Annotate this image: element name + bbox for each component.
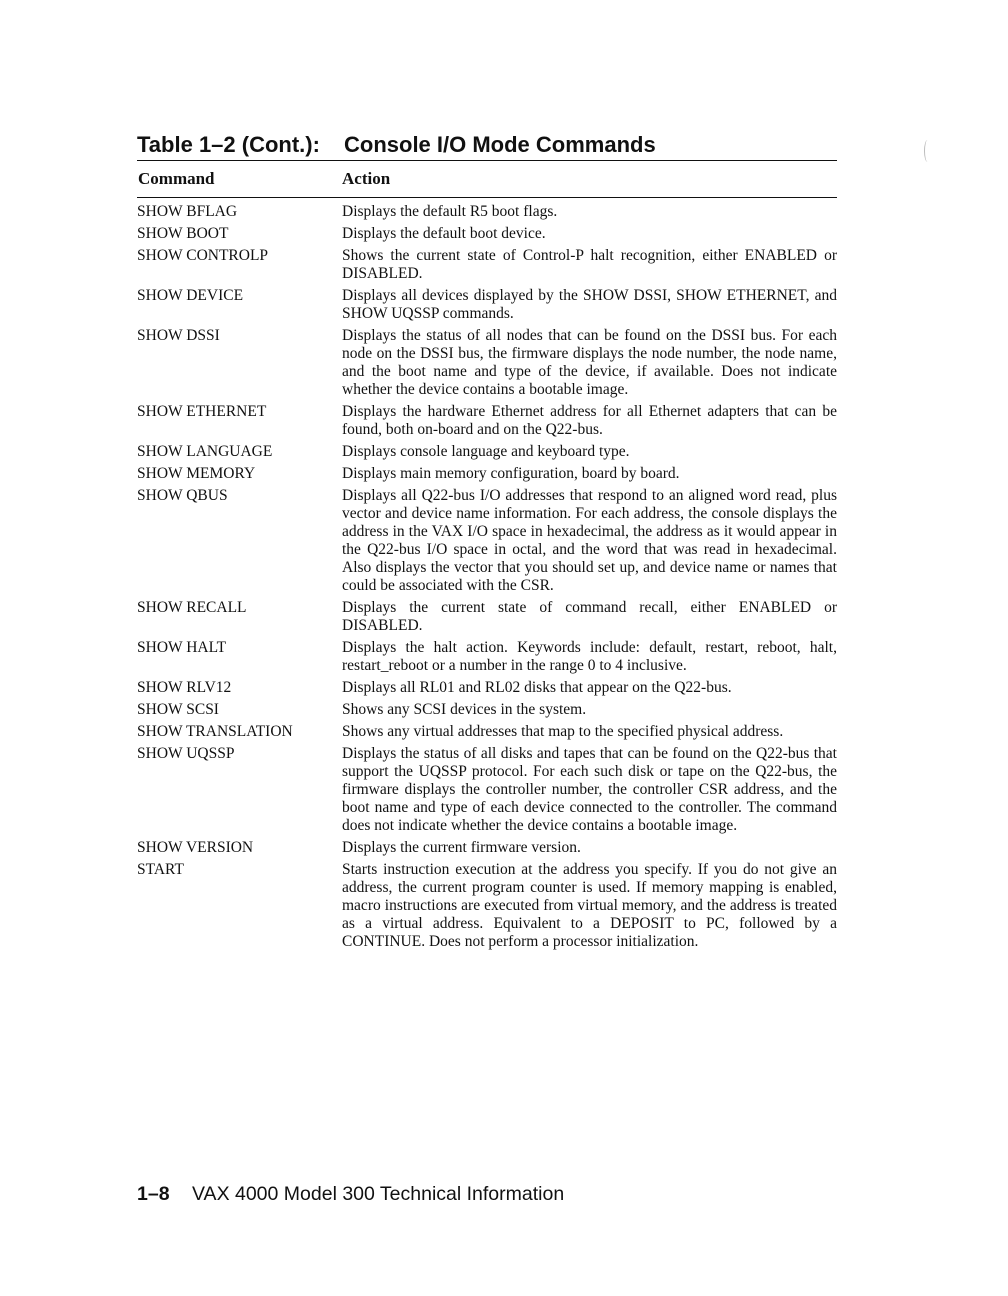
action-cell: Shows the current state of Control-P halt recognition, either ENABLED or DISABLED. (342, 247, 837, 282)
command-cell: SHOW MEMORY (137, 465, 256, 482)
action-cell: Displays the current firmware version. (342, 839, 581, 856)
table-row (137, 327, 837, 399)
command-cell: SHOW BFLAG (137, 203, 238, 220)
table-row (137, 861, 837, 951)
action-cell: Displays all RL01 and RL02 disks that appear on the Q22-bus. (342, 679, 732, 696)
command-cell: SHOW TRANSLATION (137, 723, 293, 740)
action-cell: Displays main memory configuration, board by board. (342, 465, 680, 482)
command-cell: SHOW QBUS (137, 487, 228, 504)
command-cell: SHOW RLV12 (137, 679, 232, 696)
table-row (137, 599, 837, 635)
table-row (137, 839, 837, 857)
action-cell: Displays the halt action. Keywords include: default, restart, reboot, halt, restart_reboot or a number in the range 0 to 4 inclusive. (342, 639, 837, 674)
margin-mark (924, 140, 931, 162)
table-row (137, 745, 837, 835)
action-cell: Displays the default boot device. (342, 225, 546, 242)
table-row (137, 639, 837, 675)
command-cell: SHOW HALT (137, 639, 227, 656)
action-cell: Displays the status of all disks and tapes that can be found on the Q22-bus that support the UQSSP protocol. For each such disk or tape on the Q22-bus, the firmware displays the controller number, the controller CSR address, and the boot name and type of each device connected to the controller. The command does not indicate whether the device contains a bootable image. (342, 745, 837, 834)
action-cell: Displays the default R5 boot flags. (342, 203, 558, 220)
action-cell: Displays the status of all nodes that can be found on the DSSI bus. For each node on the DSSI bus, the firmware displays the node number, the node name, and the boot name and type of the device, if available. Does not indicate whether the device contains a bootable image. (342, 327, 837, 398)
table-header-rule (137, 197, 837, 198)
table-row (137, 225, 837, 243)
command-cell: SHOW LANGUAGE (137, 443, 273, 460)
table-row (137, 203, 837, 221)
table-title-label: Table 1–2 (Cont.): (137, 132, 320, 157)
action-cell: Displays the hardware Ethernet address for all Ethernet adapters that can be found, both on-board and on the Q22-bus. (342, 403, 837, 438)
table-row (137, 679, 837, 697)
command-cell: SHOW RECALL (137, 599, 247, 616)
table-row (137, 487, 837, 595)
table-row (137, 443, 837, 461)
table-title-text: Console I/O Mode Commands (344, 132, 656, 157)
action-cell: Shows any SCSI devices in the system. (342, 701, 587, 718)
action-cell: Shows any virtual addresses that map to the specified physical address. (342, 723, 784, 740)
action-cell: Displays all devices displayed by the SHOW DSSI, SHOW ETHERNET, and SHOW UQSSP commands. (342, 287, 837, 322)
action-cell: Displays the current state of command recall, either ENABLED or DISABLED. (342, 599, 837, 634)
command-cell: SHOW CONTROLP (137, 247, 269, 264)
table-row (137, 701, 837, 719)
table-row (137, 287, 837, 323)
command-cell: SHOW ETHERNET (137, 403, 267, 420)
table-title (137, 131, 656, 159)
command-cell: SHOW VERSION (137, 839, 254, 856)
table-row (137, 247, 837, 283)
page-number: 1–8 (137, 1183, 170, 1205)
command-cell: SHOW BOOT (137, 225, 229, 242)
command-cell: SHOW DSSI (137, 327, 220, 344)
command-cell: SHOW SCSI (137, 701, 219, 718)
table-top-rule (137, 160, 837, 161)
document-title: VAX 4000 Model 300 Technical Information (192, 1183, 565, 1205)
command-cell: SHOW DEVICE (137, 287, 244, 304)
table-row (137, 465, 837, 483)
column-header-action: Action (342, 169, 391, 188)
page-footer (137, 1181, 564, 1207)
column-header-command: Command (138, 169, 215, 188)
table-row (137, 403, 837, 439)
table-row (137, 723, 837, 741)
action-cell: Starts instruction execution at the address you specify. If you do not give an address, the current program counter is used. If memory mapping is enabled, macro instructions are executed from virtual memory, and the address is treated as a virtual address. Equivalent to a DEPOSIT to PC, followed by a CONTINUE. Does not perform a processor initialization. (342, 861, 837, 950)
command-cell: SHOW UQSSP (137, 745, 235, 762)
action-cell: Displays console language and keyboard type. (342, 443, 630, 460)
action-cell: Displays all Q22-bus I/O addresses that respond to an aligned word read, plus vector and device name information. For each address, the console displays the address in the VAX I/O space in hexadecimal, the address as it would appear in the Q22-bus I/O space in octal, and the word that was read in hexadecimal. Also displays the vector that you should set up, and device name or names that could be associated with the CSR. (342, 487, 837, 594)
table-body (137, 203, 837, 955)
command-cell: START (137, 861, 184, 878)
